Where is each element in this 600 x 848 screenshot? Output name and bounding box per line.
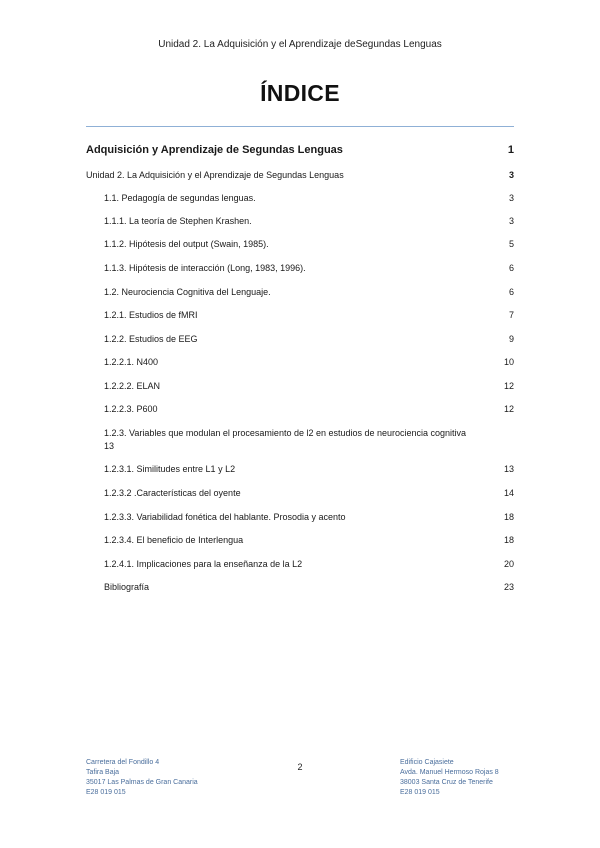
toc-entry[interactable]	[0, 144, 600, 158]
footer-page-number: 2	[297, 762, 303, 772]
toc-entry[interactable]	[0, 535, 600, 549]
toc-entry-label: 1.2. Neurociencia Cognitiva del Lenguaje.	[104, 287, 271, 297]
toc-entry-page: 20	[503, 559, 514, 569]
footer-line: 38003 Santa Cruz de Tenerife	[400, 779, 493, 786]
footer-line: Carretera del Fondillo 4	[86, 759, 160, 766]
toc-entry-label: 1.1.2. Hipótesis del output (Swain, 1985).	[104, 239, 269, 249]
toc-entry-label: 1.1.3. Hipótesis de interacción (Long, 1983, 1996).	[104, 263, 306, 273]
toc-entry-label: Unidad 2. La Adquisición y el Aprendizaje de Segundas Lenguas	[86, 170, 344, 180]
toc-entry-label: 1.1.1. La teoría de Stephen Krashen.	[104, 216, 252, 226]
toc-entry-page: 1	[507, 144, 514, 156]
running-header: Unidad 2. La Adquisición y el Aprendizaje deSegundas Lenguas	[158, 39, 442, 50]
title-divider	[86, 126, 514, 127]
toc-entry[interactable]	[0, 404, 600, 418]
toc-entry-label: 1.2.4.1. Implicaciones para la enseñanza de la L2	[104, 559, 303, 569]
toc-entry-page: 5	[508, 239, 514, 249]
toc-entry[interactable]	[0, 287, 600, 301]
toc-entry-page: 13	[503, 464, 514, 474]
footer-line: E28 019 015	[86, 789, 126, 796]
toc-entry-label: 1.2.2. Estudios de EEG	[104, 334, 198, 344]
toc-entry-page: 18	[503, 535, 514, 545]
toc-entry-page: 3	[508, 193, 514, 203]
toc-entry[interactable]	[0, 488, 600, 502]
toc-entry[interactable]	[0, 334, 600, 348]
toc-entry-label: 1.2.3. Variables que modulan el procesamiento de l2 en estudios de neurociencia cognitiva	[104, 428, 467, 438]
toc-entry[interactable]	[0, 357, 600, 371]
toc-entry-page: 12	[503, 404, 514, 414]
toc-entry[interactable]	[0, 193, 600, 207]
toc-entry-label: 1.1. Pedagogía de segundas lenguas.	[104, 193, 256, 203]
toc-entry[interactable]	[0, 512, 600, 526]
toc-entry[interactable]	[0, 310, 600, 324]
toc-entry-label: Adquisición y Aprendizaje de Segundas Lenguas	[86, 144, 343, 156]
toc-entry-label: 1.2.1. Estudios de fMRI	[104, 310, 198, 320]
toc-entry-label: 1.2.2.2. ELAN	[104, 381, 161, 391]
footer-line: Edificio Cajasiete	[400, 759, 454, 766]
toc-entry[interactable]	[0, 582, 600, 596]
toc-entry-page: 18	[503, 512, 514, 522]
footer-line: E28 019 015	[400, 789, 440, 796]
toc-entry-page: 6	[508, 263, 514, 273]
toc-entry-label: 1.2.2.1. N400	[104, 357, 159, 367]
toc-entry-page: 13	[104, 441, 115, 451]
toc-entry-page: 23	[503, 582, 514, 592]
footer-address-right	[400, 758, 499, 798]
toc-entry-wrapped[interactable]	[104, 427, 514, 453]
toc-entry-label: Bibliografía	[104, 582, 150, 592]
toc-entry[interactable]	[0, 170, 600, 184]
toc-entry-label: 1.2.2.3. P600	[104, 404, 158, 414]
toc-entry-label: 1.2.3.4. El beneficio de Interlengua	[104, 535, 244, 545]
toc-entry-label: 1.2.3.3. Variabilidad fonética del hablante. Prosodia y acento	[104, 512, 346, 522]
footer-line: 35017 Las Palmas de Gran Canaria	[86, 779, 198, 786]
toc-entry-page: 9	[508, 334, 514, 344]
toc-entry-page: 14	[503, 488, 514, 498]
toc-entry[interactable]	[0, 381, 600, 395]
footer-line: Tafira Baja	[86, 769, 120, 776]
toc-entry[interactable]	[0, 239, 600, 253]
toc-entry[interactable]	[0, 464, 600, 478]
toc-entry[interactable]	[0, 216, 600, 230]
page-title: ÍNDICE	[260, 80, 340, 106]
toc-entry[interactable]	[0, 559, 600, 573]
toc-entry-label: 1.2.3.1. Similitudes entre L1 y L2	[104, 464, 236, 474]
toc-entry-page: 6	[508, 287, 514, 297]
toc-entry-label: 1.2.3.2 .Características del oyente	[104, 488, 241, 498]
footer-line: Avda. Manuel Hermoso Rojas 8	[400, 769, 499, 776]
toc-entry-page: 12	[503, 381, 514, 391]
toc-entry-page: 3	[508, 170, 514, 180]
toc-entry[interactable]	[0, 263, 600, 277]
toc-entry-page: 3	[508, 216, 514, 226]
toc-entry-page: 7	[508, 310, 514, 320]
toc-entry-page: 10	[503, 357, 514, 367]
